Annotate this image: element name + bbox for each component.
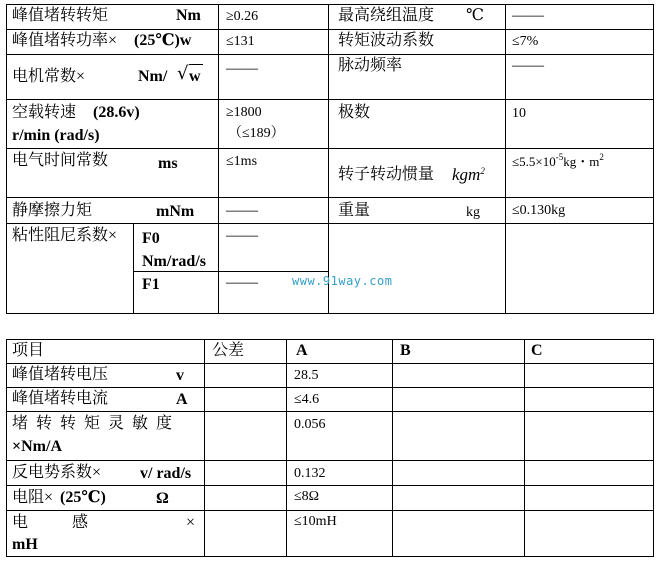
t1-r7-f0: F0	[142, 230, 160, 247]
t2-r5-label: 电阻×	[12, 489, 54, 506]
t1-r1-unit: Nm	[176, 7, 201, 24]
t1-r4-label: 空载转速	[12, 104, 77, 121]
t1-r7-f1-value: ——	[226, 274, 258, 291]
t1-r7-label: 粘性阻尼系数×	[12, 227, 118, 244]
t2-r3-a: 0.056	[294, 417, 326, 432]
t2-header-b: B	[400, 342, 411, 359]
t1-r2-cond: (25℃)w	[134, 32, 192, 49]
t2-r1-a: 28.5	[294, 368, 319, 383]
t1-r1-label: 峰值堵转转矩	[12, 7, 109, 24]
t1-r3-value2: ——	[512, 57, 544, 74]
t2-header-c: C	[531, 342, 543, 359]
t1-r2-value2: ≤7%	[512, 34, 539, 49]
watermark: www.91way.com	[292, 274, 393, 288]
t1-r4-value2: 10	[512, 106, 526, 121]
t2-r4-a: 0.132	[294, 466, 326, 481]
t1-r5-label2: 转子转动惯量	[338, 166, 435, 183]
t1-r4-unit: r/min (rad/s)	[12, 127, 100, 144]
t2-r2-label: 峰值堵转电流	[12, 390, 109, 407]
t1-r5-label: 电气时间常数	[12, 152, 109, 169]
t1-r6-unit2: kg	[466, 205, 480, 220]
t1-r7-f0-unit: Nm/rad/s	[142, 253, 206, 270]
t1-r1-label2: 最高绕组温度	[338, 7, 435, 24]
t2-r4-unit: v/ rad/s	[140, 465, 192, 482]
t1-r6-label2: 重量	[338, 202, 371, 219]
t1-r2-label2: 转矩波动系数	[338, 32, 435, 49]
t1-r6-unit: mNm	[156, 203, 195, 220]
t1-r5-unit: ms	[158, 155, 178, 172]
t1-r4-value-sub: （≤189）	[228, 126, 285, 141]
t2-r1-label: 峰值堵转电压	[12, 366, 109, 383]
t2-r6-label-b: mH	[12, 536, 38, 553]
t1-r3-value: ——	[226, 60, 258, 77]
t1-r4-label2: 极数	[338, 104, 371, 121]
t2-header-a: A	[296, 342, 308, 359]
t1-r5-value2: $\le 5.5\times 10^{-5}kg$・$m^2$	[512, 152, 604, 169]
t1-r5-unit2: kgm$^2$	[452, 165, 485, 184]
t1-r6-label: 静摩擦力矩	[12, 202, 93, 219]
t1-r2-label: 峰值堵转功率×	[12, 32, 118, 49]
t1-r3-label: 电机常数×	[12, 68, 86, 85]
t2-r5-a: ≤8Ω	[294, 489, 320, 504]
t1-r1-value2: ——	[512, 7, 544, 24]
t2-r5-unit: Ω	[156, 490, 169, 507]
t1-r3-unit: Nm/	[138, 68, 168, 85]
t1-r1-value: ≥0.26	[226, 9, 259, 24]
t1-r7-f0-value: ——	[226, 227, 258, 244]
t2-r3-label: 堵 转 转 矩 灵 敏 度	[12, 415, 175, 432]
t2-r5-cond: (25℃)	[60, 489, 106, 506]
t2-r6-label-x: ×	[186, 514, 196, 531]
t1-r4-value: ≥1800	[226, 105, 262, 120]
t2-r6-label: 电	[12, 514, 29, 531]
t2-header-item: 项目	[12, 342, 45, 359]
t1-r6-value: ——	[226, 202, 258, 219]
t1-r5-value: ≤1ms	[226, 154, 258, 169]
t2-r6-label-m: 感	[72, 514, 89, 531]
t2-r3-label-b: ×Nm/A	[12, 438, 62, 455]
t2-r4-label: 反电势系数×	[12, 464, 102, 481]
t1-r1-unit2: ℃	[466, 7, 484, 24]
t2-r1-unit: v	[176, 367, 184, 384]
t1-r2-value: ≤131	[226, 34, 255, 49]
sqrt-icon: √	[177, 63, 189, 84]
t2-r2-unit: A	[176, 391, 188, 408]
t2-r2-a: ≤4.6	[294, 392, 320, 407]
t2-r6-a: ≤10mH	[294, 514, 337, 529]
t1-r4-cond: (28.6v)	[93, 104, 140, 121]
t1-r3-unit-rad: w	[189, 68, 201, 85]
t1-r6-value2: ≤0.130kg	[512, 203, 566, 218]
t2-header-tolerance: 公差	[212, 342, 245, 359]
t1-r3-label2: 脉动频率	[338, 57, 403, 74]
t1-r7-f1: F1	[142, 276, 160, 293]
